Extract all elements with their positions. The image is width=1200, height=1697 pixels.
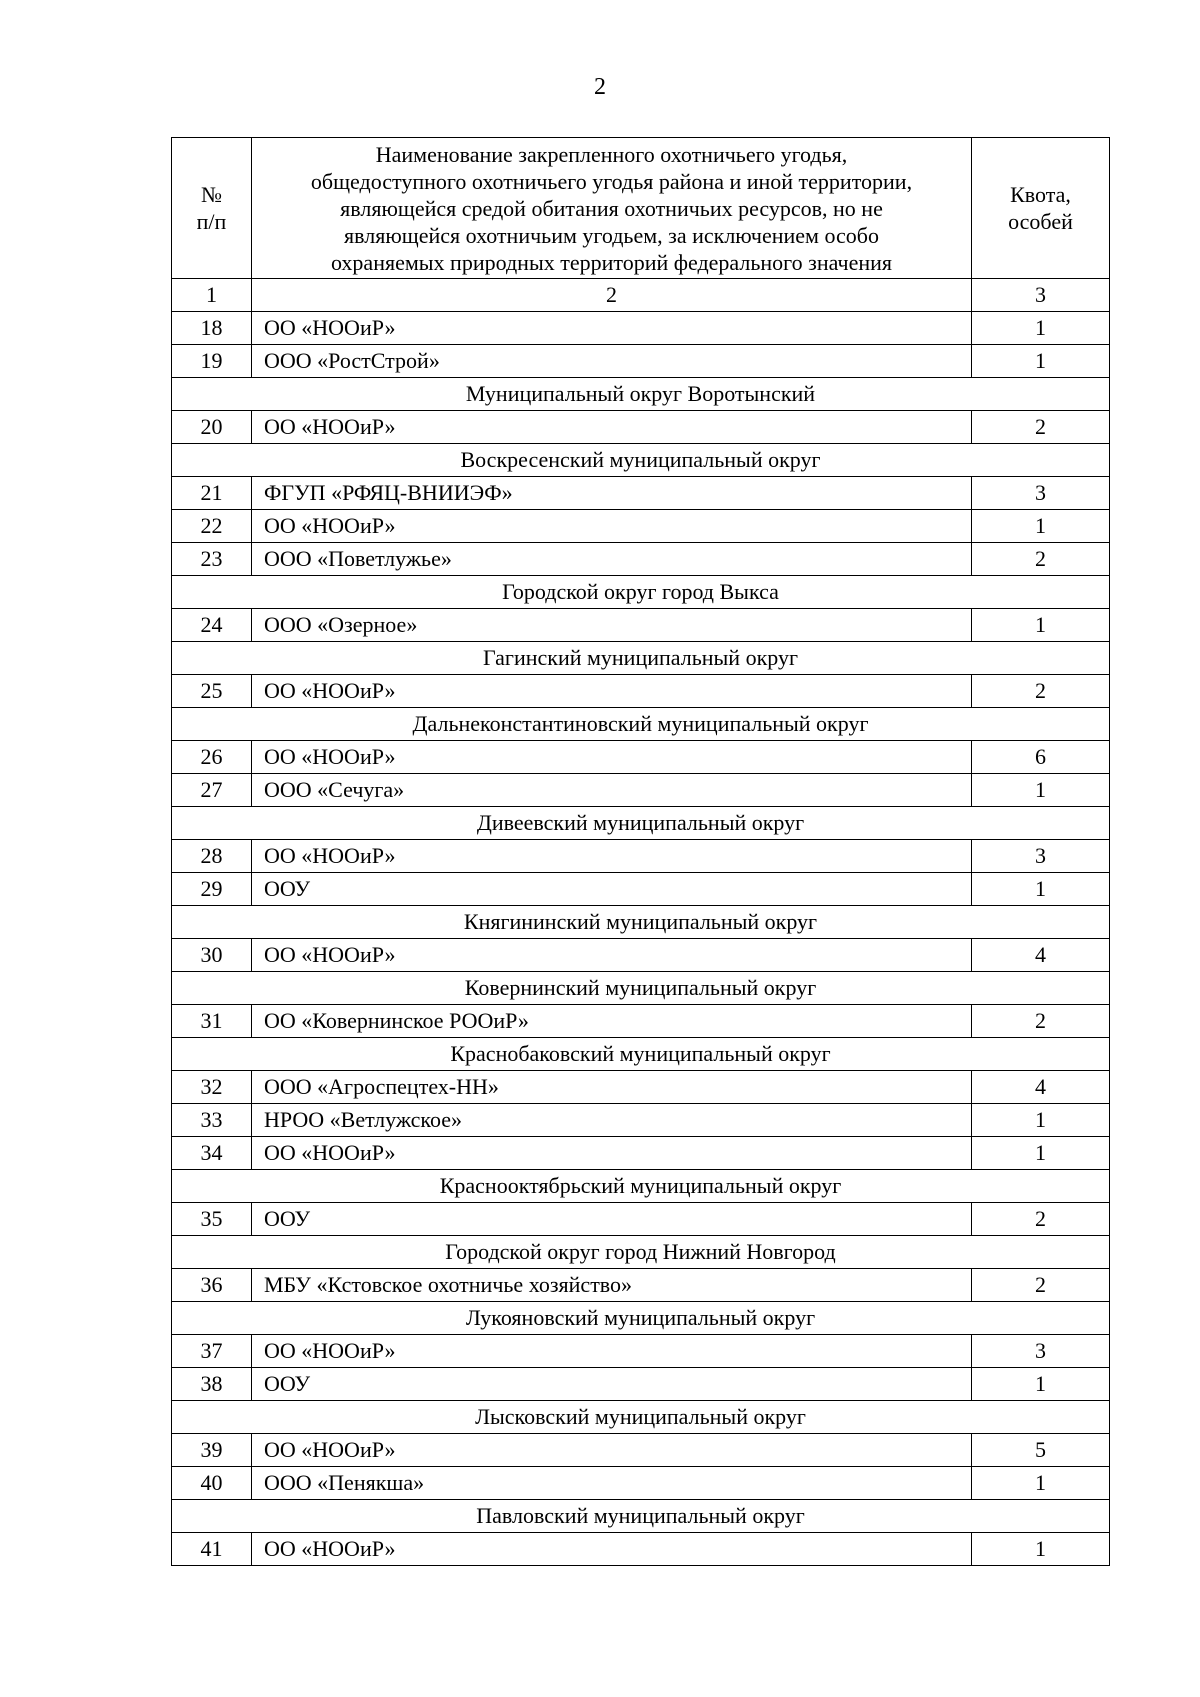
hunting-ground-name: ОО «НООиР»	[252, 1137, 972, 1170]
row-number: 35	[172, 1203, 252, 1236]
table-row	[172, 741, 1110, 774]
header-name-line: являющейся охотничьим угодьем, за исключением особо	[344, 222, 879, 248]
hunting-ground-name: ООУ	[252, 1368, 972, 1401]
table-row	[172, 411, 1110, 444]
district-title: Дивеевский муниципальный округ	[172, 807, 1110, 840]
hunting-ground-name: ОО «НООиР»	[252, 1533, 972, 1566]
table-row	[172, 510, 1110, 543]
row-number: 23	[172, 543, 252, 576]
district-row	[172, 1170, 1110, 1203]
district-title: Городской округ город Выкса	[172, 576, 1110, 609]
quota-value: 1	[972, 1533, 1110, 1566]
quota-value: 2	[972, 411, 1110, 444]
row-number: 33	[172, 1104, 252, 1137]
table-row	[172, 1005, 1110, 1038]
hunting-ground-name: ОО «НООиР»	[252, 1434, 972, 1467]
row-number: 41	[172, 1533, 252, 1566]
quota-value: 1	[972, 345, 1110, 378]
row-number: 20	[172, 411, 252, 444]
quota-value: 2	[972, 1269, 1110, 1302]
district-row	[172, 906, 1110, 939]
header-quota	[972, 138, 1110, 279]
hunting-ground-name: ОО «НООиР»	[252, 1335, 972, 1368]
quota-value: 4	[972, 1071, 1110, 1104]
hunting-ground-name: ФГУП «РФЯЦ-ВНИИЭФ»	[252, 477, 972, 510]
district-title: Гагинский муниципальный округ	[172, 642, 1110, 675]
district-title: Павловский муниципальный округ	[172, 1500, 1110, 1533]
table-row	[172, 477, 1110, 510]
header-num-line: №	[201, 182, 222, 207]
hunting-ground-name: ОО «НООиР»	[252, 741, 972, 774]
header-name-line: общедоступного охотничьего угодья района и иной территории,	[310, 168, 913, 194]
quota-value: 3	[972, 1335, 1110, 1368]
district-title: Воскресенский муниципальный округ	[172, 444, 1110, 477]
district-row	[172, 1401, 1110, 1434]
district-row	[172, 972, 1110, 1005]
table-row	[172, 1434, 1110, 1467]
header-quota-line: Квота,	[1010, 182, 1071, 207]
quota-value: 4	[972, 939, 1110, 972]
hunting-ground-name: ООУ	[252, 1203, 972, 1236]
header-name	[252, 138, 972, 279]
row-number: 28	[172, 840, 252, 873]
district-row	[172, 1236, 1110, 1269]
quota-value: 1	[972, 1467, 1110, 1500]
quota-value: 2	[972, 1005, 1110, 1038]
quota-value: 3	[972, 840, 1110, 873]
quota-value: 1	[972, 774, 1110, 807]
hunting-ground-name: ООО «Озерное»	[252, 609, 972, 642]
hunting-ground-name: МБУ «Кстовское охотничье хозяйство»	[252, 1269, 972, 1302]
column-number: 3	[972, 279, 1110, 312]
column-numbers-row	[172, 279, 1110, 312]
table-row	[172, 1104, 1110, 1137]
quota-table	[171, 137, 1110, 1566]
hunting-ground-name: ОО «НООиР»	[252, 312, 972, 345]
column-number: 2	[252, 279, 972, 312]
hunting-ground-name: ООО «Сечуга»	[252, 774, 972, 807]
district-title: Городской округ город Нижний Новгород	[172, 1236, 1110, 1269]
header-num-line: п/п	[196, 209, 227, 234]
row-number: 38	[172, 1368, 252, 1401]
table-row	[172, 1071, 1110, 1104]
district-title: Ковернинский муниципальный округ	[172, 972, 1110, 1005]
table-body	[172, 312, 1110, 1566]
row-number: 18	[172, 312, 252, 345]
row-number: 30	[172, 939, 252, 972]
hunting-ground-name: ОО «НООиР»	[252, 939, 972, 972]
table-row	[172, 1203, 1110, 1236]
table-header-row	[172, 138, 1110, 279]
quota-value: 3	[972, 477, 1110, 510]
row-number: 31	[172, 1005, 252, 1038]
header-name-line: являющейся средой обитания охотничьих ресурсов, но не	[340, 195, 883, 221]
district-title: Княгининский муниципальный округ	[172, 906, 1110, 939]
row-number: 39	[172, 1434, 252, 1467]
table-row	[172, 345, 1110, 378]
table-row	[172, 1335, 1110, 1368]
district-title: Лукояновский муниципальный округ	[172, 1302, 1110, 1335]
hunting-ground-name: ООО «Пенякша»	[252, 1467, 972, 1500]
quota-value: 1	[972, 510, 1110, 543]
district-row	[172, 444, 1110, 477]
row-number: 27	[172, 774, 252, 807]
district-row	[172, 642, 1110, 675]
row-number: 21	[172, 477, 252, 510]
hunting-ground-name: ООУ	[252, 873, 972, 906]
district-title: Краснооктябрьский муниципальный округ	[172, 1170, 1110, 1203]
district-row	[172, 1302, 1110, 1335]
hunting-ground-name: ООО «Поветлужье»	[252, 543, 972, 576]
quota-value: 1	[972, 1104, 1110, 1137]
district-row	[172, 807, 1110, 840]
quota-value: 1	[972, 609, 1110, 642]
table-row	[172, 939, 1110, 972]
hunting-ground-name: ОО «НООиР»	[252, 675, 972, 708]
table-row	[172, 543, 1110, 576]
row-number: 22	[172, 510, 252, 543]
quota-value: 2	[972, 675, 1110, 708]
district-row	[172, 708, 1110, 741]
header-name-line: Наименование закрепленного охотничьего угодья,	[375, 141, 848, 167]
table-row	[172, 774, 1110, 807]
district-title: Краснобаковский муниципальный округ	[172, 1038, 1110, 1071]
district-row	[172, 576, 1110, 609]
hunting-ground-name: ООО «Агроспецтех-НН»	[252, 1071, 972, 1104]
row-number: 25	[172, 675, 252, 708]
quota-value: 2	[972, 1203, 1110, 1236]
table-row	[172, 1533, 1110, 1566]
quota-value: 5	[972, 1434, 1110, 1467]
hunting-ground-name: ОО «НООиР»	[252, 510, 972, 543]
column-number: 1	[172, 279, 252, 312]
quota-value: 1	[972, 1137, 1110, 1170]
hunting-ground-name: ОО «НООиР»	[252, 411, 972, 444]
quota-value: 6	[972, 741, 1110, 774]
hunting-ground-name: ООО «РостСтрой»	[252, 345, 972, 378]
header-quota-line: особей	[1008, 209, 1073, 234]
district-row	[172, 1038, 1110, 1071]
hunting-ground-name: ОО «Ковернинское РООиР»	[252, 1005, 972, 1038]
row-number: 19	[172, 345, 252, 378]
table-row	[172, 609, 1110, 642]
district-title: Дальнеконстантиновский муниципальный округ	[172, 708, 1110, 741]
table-row	[172, 1467, 1110, 1500]
district-row	[172, 378, 1110, 411]
row-number: 36	[172, 1269, 252, 1302]
district-row	[172, 1500, 1110, 1533]
hunting-ground-name: ОО «НООиР»	[252, 840, 972, 873]
page-number: 2	[594, 74, 606, 100]
row-number: 29	[172, 873, 252, 906]
header-name-line: охраняемых природных территорий федерального значения	[330, 249, 892, 275]
quota-value: 1	[972, 873, 1110, 906]
row-number: 24	[172, 609, 252, 642]
quota-value: 1	[972, 312, 1110, 345]
row-number: 34	[172, 1137, 252, 1170]
row-number: 32	[172, 1071, 252, 1104]
hunting-ground-name: НРОО «Ветлужское»	[252, 1104, 972, 1137]
quota-value: 1	[972, 1368, 1110, 1401]
row-number: 26	[172, 741, 252, 774]
district-title: Лысковский муниципальный округ	[172, 1401, 1110, 1434]
table-row	[172, 1137, 1110, 1170]
quota-value: 2	[972, 543, 1110, 576]
table-row	[172, 840, 1110, 873]
row-number: 37	[172, 1335, 252, 1368]
table-row	[172, 312, 1110, 345]
table-row	[172, 1269, 1110, 1302]
district-title: Муниципальный округ Воротынский	[172, 378, 1110, 411]
table-row	[172, 675, 1110, 708]
header-num	[172, 138, 252, 279]
table-row	[172, 1368, 1110, 1401]
row-number: 40	[172, 1467, 252, 1500]
table-row	[172, 873, 1110, 906]
